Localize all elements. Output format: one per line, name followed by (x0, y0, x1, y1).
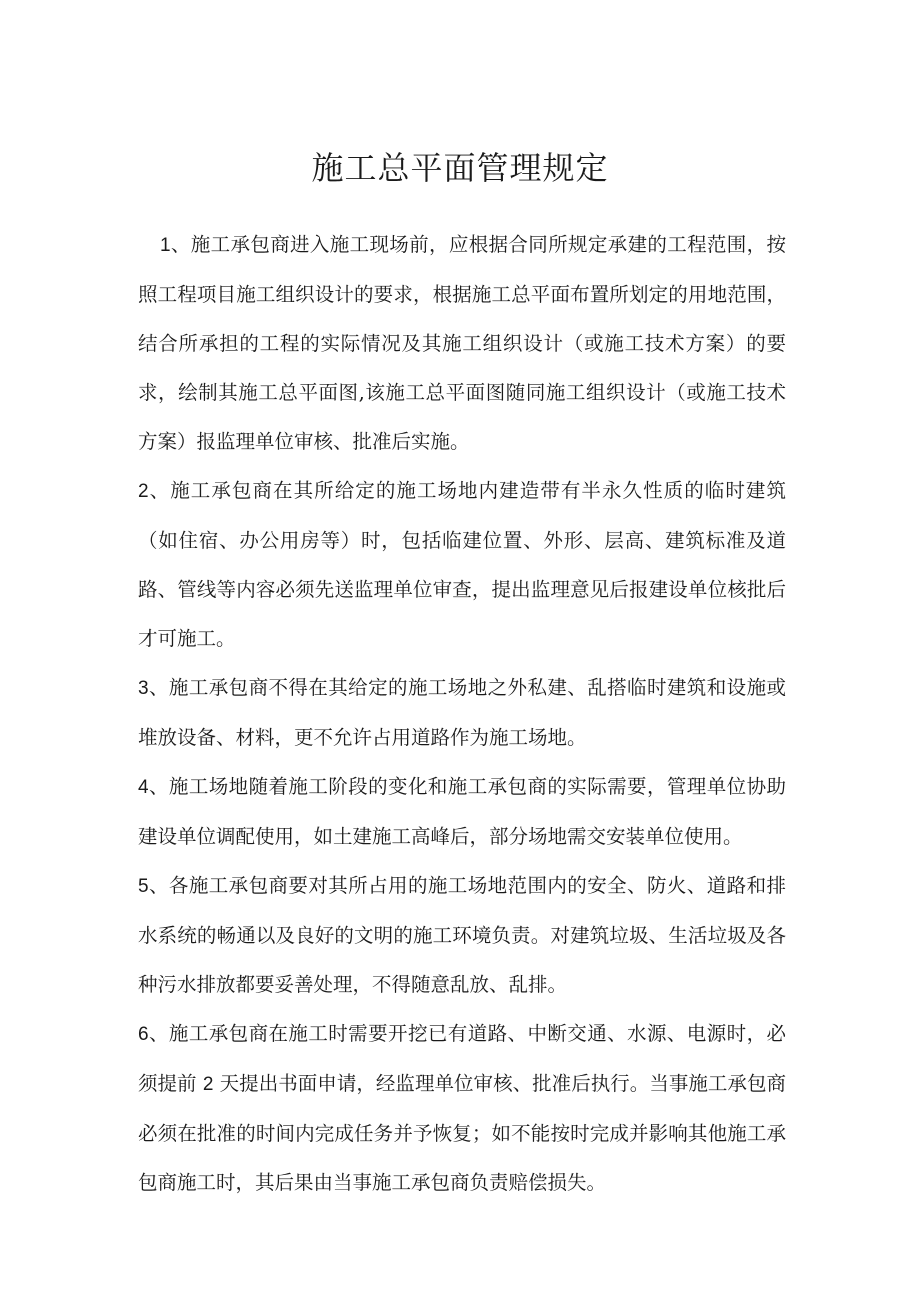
paragraph-days: 2 (202, 1074, 214, 1095)
paragraph-text-cont: 天提出书面申请，经监理单位审核、批准后执行。当事施工承包商必须在批准的时间内完成任务并予恢复；如不能按时完成并影响其他施工承包商施工时，其后果由当事施工承包商负责赔偿损失。 (138, 1072, 786, 1194)
paragraph-number: 3 (138, 678, 149, 699)
paragraph-number: 5 (138, 876, 149, 897)
paragraph-number: 6 (138, 1024, 149, 1045)
paragraph-text: 、各施工承包商要对其所占用的施工场地范围内的安全、防火、道路和排水系统的畅通以及良好的文明的施工环境负责。对建筑垃圾、生活垃圾及各种污水排放都要妥善处理，不得随意乱放、乱排。 (138, 874, 786, 996)
document-body (138, 220, 786, 1207)
paragraph-number: 2 (138, 481, 149, 502)
paragraph-3 (138, 663, 786, 762)
paragraph-text: 、施工承包商进入施工现场前，应根据合同所规定承建的工程范围，按照工程项目施工组织设计的要求，根据施工总平面布置所划定的用地范围，结合所承担的工程的实际情况及其施工组织设计（或施工技术方案）的要求，绘制其施工总平面图,该施工总平面图随同施工组织设计（或施工技术方案）报监理单位审核、批准后实施。 (138, 233, 786, 453)
paragraph-1 (138, 220, 786, 466)
document-title: 施工总平面管理规定 (311, 149, 609, 187)
paragraph-4 (138, 762, 786, 861)
paragraph-5 (138, 861, 786, 1009)
paragraph-text: 、施工场地随着施工阶段的变化和施工承包商的实际需要，管理单位协助建设单位调配使用，如土建施工高峰后，部分场地需交安装单位使用。 (138, 775, 786, 848)
paragraph-text: 、施工承包商在施工时需要开挖已有道路、中断交通、水源、电源时，必须提前 (138, 1022, 786, 1095)
paragraph-text: 、施工承包商不得在其给定的施工场地之外私建、乱搭临时建筑和设施或堆放设备、材料，更不允许占用道路作为施工场地。 (138, 676, 786, 749)
paragraph-number: 4 (138, 777, 149, 798)
paragraph-text: 、施工承包商在其所给定的施工场地内建造带有半永久性质的临时建筑（如住宿、办公用房等）时，包括临建位置、外形、层高、建筑标准及道路、管线等内容必须先送监理单位审查，提出监理意见后报建设单位核批后才可施工。 (138, 479, 786, 650)
paragraph-2 (138, 466, 786, 663)
paragraph-6 (138, 1009, 786, 1207)
paragraph-number: 1 (160, 235, 171, 256)
